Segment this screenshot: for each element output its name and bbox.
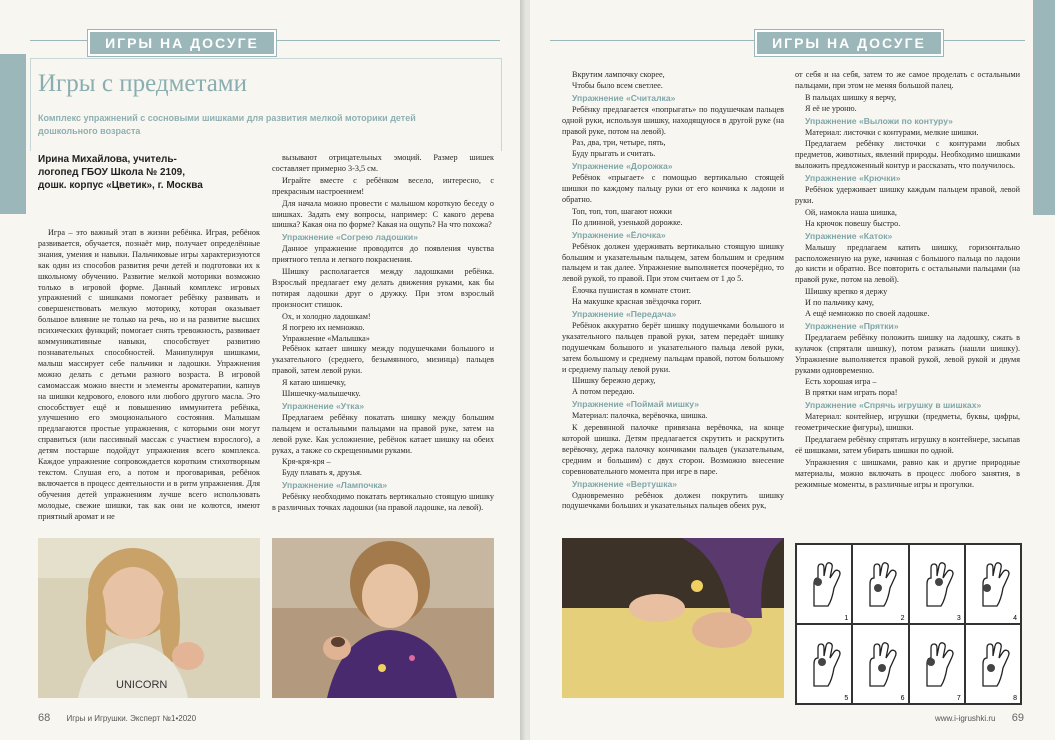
author-line: логопед ГБОУ Школа № 2109, bbox=[38, 167, 186, 178]
hand-icon bbox=[804, 560, 844, 608]
diagram-cell bbox=[965, 544, 1021, 624]
paragraph: Упражнения с шишками, равно как и другие природные материалы, можно включать в процесс любого занятия, в режимные моменты, в различные игры и прогулки. bbox=[795, 457, 1020, 489]
diagram-number: 8 bbox=[1013, 695, 1017, 702]
paragraph: от себя и на себя, затем то же самое проделать с остальными пальцами, при этом не меняя большой палец. bbox=[795, 70, 1020, 90]
diagram-number: 3 bbox=[956, 615, 961, 622]
hand-icon bbox=[860, 560, 900, 608]
page-number: 69 bbox=[1011, 712, 1024, 724]
exercise-heading: Упражнение «Поймай мишку» bbox=[572, 399, 700, 410]
verse-line: На крючок повешу быстро. bbox=[805, 218, 901, 228]
diagram-number: 7 bbox=[956, 695, 961, 702]
exercise-heading: Упражнение «Спрячь игрушку в шишках» bbox=[805, 400, 982, 411]
author-line: дошк. корпус «Цветик», г. Москва bbox=[38, 180, 203, 191]
diagram-cell bbox=[852, 624, 908, 704]
exercise-heading: Упражнение «Считалка» bbox=[572, 92, 676, 103]
author-line: Ирина Михайлова, учитель- bbox=[38, 154, 177, 165]
left-column-1 bbox=[38, 228, 260, 531]
paragraph: Предлагаем ребёнку листочки с контурами любых предметов, животных, явлений природы. Необходимо шишками выложить предложенный контур и рассказать, что получилось. bbox=[795, 139, 1020, 171]
paragraph: Данное упражнение проводится до появления чувства приятного тепла и легкого покраснения. bbox=[272, 244, 494, 265]
hand-icon bbox=[917, 560, 957, 608]
footer-left bbox=[38, 712, 196, 724]
photo-girl-1 bbox=[38, 538, 260, 698]
left-accent-strip bbox=[0, 54, 26, 214]
verse-line: Шишку крепко я держу bbox=[805, 287, 888, 297]
paragraph: Ребёнок «прыгает» с помощью вертикально стоящей шишки по каждому пальцу руки от его кончика к ладони и обратно. bbox=[562, 173, 784, 204]
paragraph: Малышу предлагаем катить шишку, горизонтально расположенную на руке, начиная с большого пальца по ладони до кисти и обратно. Все повторить с остальными пальцами (на правой руке, потом на левой). bbox=[795, 242, 1020, 285]
verse-line: Ой, намокла наша шишка, bbox=[805, 207, 897, 217]
section-banner: ИГРЫ НА ДОСУГЕ bbox=[755, 30, 943, 56]
hand-icon bbox=[917, 640, 957, 688]
diagram-number: 2 bbox=[900, 615, 905, 622]
verse-line: По длинной, узенькой дорожке. bbox=[572, 217, 683, 227]
verse-line: Шишку бережно держу, bbox=[572, 376, 656, 386]
diagram-cell bbox=[796, 544, 852, 624]
photo-girl-2-image bbox=[272, 538, 494, 698]
paragraph: Одновременно ребёнок должен покрутить шишку подушечками больших и указательных пальцев обеих рук, bbox=[562, 490, 784, 511]
verse-line: Буду плавать я, друзья. bbox=[282, 468, 362, 478]
hand-icon bbox=[973, 640, 1013, 688]
paragraph: Играйте вместе с ребёнком весело, интересно, с прекрасным настроением! bbox=[272, 175, 494, 196]
verse-line: Буду прыгать и считать. bbox=[572, 149, 656, 159]
diagram-number: 6 bbox=[900, 695, 905, 702]
article-title: Игры с предметами bbox=[38, 70, 248, 97]
exercise-heading: Упражнение «Каток» bbox=[805, 230, 893, 241]
paragraph: Предлагаем ребёнку спрятать игрушку в контейнере, засыпав её шишками, затем убирать шишки по одной. bbox=[795, 435, 1020, 455]
exercise-heading: Упражнение «Прятки» bbox=[805, 320, 899, 331]
paragraph: Ребёнок должен удерживать вертикально стоящую шишку большим и указательным пальцем, затем большим и средним пальцем и так далее. Упражнение выполняется поочерёдно, то левой рукой, то правой. При этом считаем от 1 до 5. bbox=[562, 241, 784, 284]
paragraph: Материал: контейнер, игрушки (предметы, буквы, цифры, геометрические фигуры), шишки. bbox=[795, 412, 1020, 433]
exercise-heading: Упражнение «Ёлочка» bbox=[572, 229, 666, 240]
paragraph: Материал: палочка, верёвочка, шишка. bbox=[572, 411, 708, 421]
paragraph: Ребёнок удерживает шишку каждым пальцем правой, левой руки. bbox=[795, 185, 1020, 205]
verse-line: В пальцах шишку я верчу, bbox=[805, 92, 897, 102]
exercise-heading: Упражнение «Согрею ладошки» bbox=[282, 232, 418, 243]
svg-text:UNICORN: UNICORN bbox=[116, 679, 168, 691]
verse-line: Чтобы было всем светлее. bbox=[572, 80, 663, 90]
exercise-heading: Упражнение «Крючки» bbox=[805, 173, 901, 184]
exercise-diagram bbox=[795, 543, 1022, 705]
diagram-cell bbox=[909, 624, 965, 704]
paragraph: Ребёнку необходимо покатать вертикально стоящую шишку в различных точках ладошки (на правой ладошке, на левой). bbox=[272, 492, 494, 513]
author-block bbox=[38, 153, 253, 192]
photo-girl-2 bbox=[272, 538, 494, 698]
footer-magazine: Игры и Игрушки. Эксперт №1•2020 bbox=[66, 714, 197, 723]
exercise-heading: Упражнение «Лампочка» bbox=[282, 480, 388, 491]
exercise-heading: Упражнение «Дорожка» bbox=[572, 161, 673, 172]
article-subtitle: Комплекс упражнений с сосновыми шишками для развития мелкой моторики детей дошкольного возраста bbox=[38, 113, 416, 136]
paragraph: Ребёнок катает шишку между подушечками большого и указательного (среднего, безымянного, мизинца) пальцев правой, затем левой руки. bbox=[272, 344, 494, 376]
paragraph: Для начала можно провести с малышом короткую беседу о шишках. Задать ему вопросы, например: С какого дерева шишка? Какая она по форме? Какая на ощупь? На что похожа? bbox=[272, 198, 494, 230]
paragraph: Шишку располагается между ладошками ребёнка. Взрослый предлагает ему делать движения руками, как бы потирая ладошки друг о дружку. При этом взрослый произносит стишок. bbox=[272, 267, 494, 309]
verse-line: Ёлочка пушистая в комнате стоит. bbox=[572, 286, 691, 296]
exercise-heading: Упражнение «Передача» bbox=[572, 309, 677, 320]
verse-line: Топ, топ, топ, шагают ножки bbox=[572, 206, 672, 216]
diagram-cell bbox=[965, 624, 1021, 704]
verse-line: Я катаю шишечку, bbox=[282, 378, 346, 388]
intro-paragraph: Игра – это важный этап в жизни ребёнка. Играя, ребёнок развивается, обучается, познаёт мир, получает определённые знания, умения и навыки. Пальчиковые игры характеризуются как один из способов развития речи детей и подготовки их к школьному обучению. Развитие мелкой моторики возможно только в игровой форме. Данный комплекс игровых упражнений с шишками помогает ребёнку развивать и совершенствовать мелкую моторику, которая оказывает большое влияние не только на речь, но и на развитие высших психических функций; помогает снять тревожность, развивает коммуникативные навыки, способствует развитию познавательных способностей. Манипулируя шишками, малыш массирует себе пальчики и ладошки. Упражнения можно делать с детьми разного возраста. В игровой самомассаж можно внести и элементы ароматерапии, капнув на шишки кедрового, елового или любого другого масла. Это способствует ещё и повышению иммунитета ребёнка, улучшению его эмоционального состояния. Малышам предлагаются простые упражнения, с которыми они могут справиться (или пассивный массаж с участием взрослого), а детям постарше подойдут упражнения всего комплекса. Каждое упражнение сопровождается коротким стихотворным текстом. Слушая его, а потом и проговаривая, ребёнок включается в процесс деятельности и в ритм упражнения. Для обучения детей упражнениям лучше всего использовать молодые, свежие шишки, так как они не колются, имеют приятный аромат и не bbox=[38, 228, 260, 521]
paragraph: Ребёнок аккуратно берёт шишку подушечками большого и указательного пальцев правой руки, затем передаёт шишку подушечкам большого и указательного пальца левой руки, затем большому и среднему пальцам правой, потом большому и среднему пальцу левой руки. bbox=[562, 320, 784, 374]
right-column-1 bbox=[562, 70, 784, 532]
photo-girl-1-image bbox=[38, 538, 260, 698]
left-page bbox=[0, 0, 525, 740]
footer-url: www.i-igrushki.ru bbox=[935, 714, 996, 723]
paragraph: вызывают отрицательных эмоций. Размер шишек составляет примерно 3-3,5 см. bbox=[272, 153, 494, 173]
right-column-2 bbox=[795, 70, 1020, 532]
diagram-number: 1 bbox=[844, 615, 849, 622]
verse-line: А ещё немножко по своей ладошке. bbox=[805, 309, 930, 319]
verse-line: Я погрею их немножко. bbox=[282, 322, 365, 332]
diagram-cell bbox=[909, 544, 965, 624]
exercise-heading: Упражнение «Утка» bbox=[282, 400, 365, 411]
photo-hands-image bbox=[562, 538, 784, 698]
diagram-number: 4 bbox=[1013, 615, 1017, 622]
verse-line: Есть хорошая игра – bbox=[805, 377, 877, 387]
right-accent-strip bbox=[1033, 0, 1055, 215]
exercise-heading: Упражнение «Выложи по контуру» bbox=[805, 115, 953, 126]
left-column-2 bbox=[272, 153, 494, 531]
verse-line: А потом передаю. bbox=[572, 387, 635, 397]
paragraph: Ребёнку предлагается «попрыгать» по подушечкам пальцев одной руки, используя шишку, находящуюся в другой руке (на правой руке, потом на левой). bbox=[562, 104, 784, 136]
verse-line: Кря-кря-кря – bbox=[282, 457, 331, 467]
paragraph: Предлагаем ребёнку покатать шишку между большим пальцем и остальными пальцами на правой руке, затем на левой руке. Как усложнение, ребёнок катает шишку на обеих руках, а также со скрещенными руками. bbox=[272, 412, 494, 455]
verse-line: Вкрутим лампочку скорее, bbox=[572, 70, 665, 79]
hand-icon bbox=[973, 560, 1013, 608]
diagram-cell bbox=[796, 624, 852, 704]
hand-icon bbox=[804, 640, 844, 688]
photo-hands bbox=[562, 538, 784, 698]
verse-line: Я её не уроню. bbox=[805, 103, 857, 113]
hand-icon bbox=[860, 640, 900, 688]
page-number: 68 bbox=[38, 712, 51, 724]
verse-line: Ох, и холодно ладошкам! bbox=[282, 311, 371, 321]
right-page bbox=[530, 0, 1055, 740]
exercise-heading: Упражнение «Вертушка» bbox=[572, 478, 678, 489]
verse-line: Шишечку-малышечку. bbox=[282, 389, 361, 399]
paragraph: Материал: листочки с контурами, мелкие шишки. bbox=[805, 127, 979, 137]
paragraph: К деревянной палочке привязана верёвочка, на конце которой шишка. Детям предлагается скрутить и раскрутить верёвочку, держа палочку кончиками пальцев (указательным, средним и большим) с двух сторон. Возможно внесение соревновательного момента при игре в паре. bbox=[562, 423, 784, 476]
footer-right bbox=[935, 712, 1038, 724]
verse-line: Раз, два, три, четыре, пять, bbox=[572, 138, 666, 148]
diagram-cell bbox=[852, 544, 908, 624]
verse-line: И по пальчику качу, bbox=[805, 298, 874, 308]
verse-line: На макушке красная звёздочка горит. bbox=[572, 297, 702, 307]
diagram-number: 5 bbox=[844, 695, 849, 702]
verse-line: Упражнение «Малышка» bbox=[282, 333, 370, 343]
verse-line: В прятки нам играть пора! bbox=[805, 388, 898, 398]
paragraph: Предлагаем ребёнку положить шишку на ладошку, сжать в кулачок (спрятали шишку), потом разжать (нашли шишку). Упражнение выполняется правой рукой, левой рукой и двумя руками одновременно. bbox=[795, 332, 1020, 375]
section-banner: ИГРЫ НА ДОСУГЕ bbox=[88, 30, 276, 56]
